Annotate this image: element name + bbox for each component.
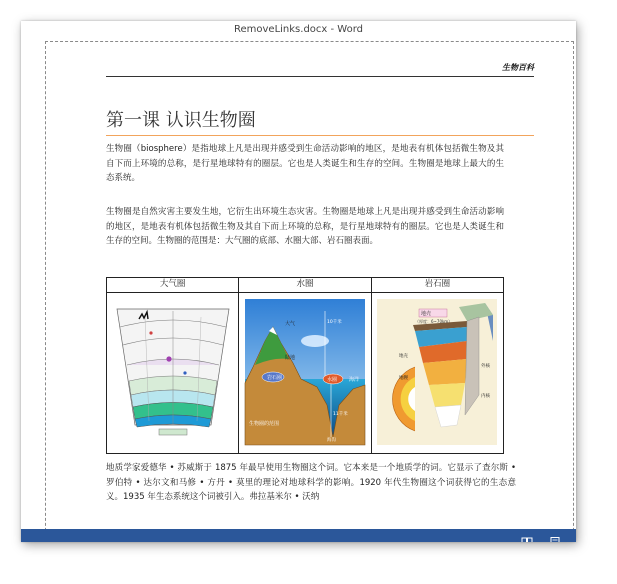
litho-label-subtitle: （厚度：6~70km） [415,319,453,324]
litho-label-title: 地壳 [421,311,432,317]
table-header-atmosphere: 大气圈 [107,278,239,293]
atmosphere-diagram [111,297,235,447]
hydro-label-rock: 岩石圈 [266,375,282,381]
hydro-label-land: 陆地 [284,355,295,361]
lesson-title: 第一课 认识生物圈 [106,110,534,136]
hydrosphere-image-cell [239,293,371,454]
litho-label-inner-core: 内核 [481,394,491,399]
atmosphere-image-cell [107,293,239,454]
paragraph-1: 生物圈（biosphere）是指地球上凡是出现并感受到生命活动影响的地区，是地表有机体包括微生物及其自下而上环境的总称，是行星地球特有的圈层。它也是人类诞生和生存的空间。生物圈是地球上最大的生态系统。 [106,144,504,183]
paragraph-3: 地质学家爱德华 • 苏威斯于 1875 年最早使用生物圈这个词。它本来是一个地质学的词。它显示了查尔斯 • 罗伯特 • 达尔文和马修 • 方丹 • 莫里的理论对地球科学的影响。1920 年代生物圈这个词获得它的生态意义。1935 年生态系统这个词被引入。弗拉基米尔 • 沃纳 [106,463,516,502]
litho-label-outer-core: 外核 [481,364,491,369]
print-layout-button[interactable] [549,531,561,540]
table-header-lithosphere: 岩石圈 [371,278,503,293]
running-header: 生物百科 [106,62,534,77]
read-mode-button[interactable] [521,531,533,540]
lithosphere-image-cell [371,293,503,454]
word-window [21,21,576,542]
status-bar [21,529,576,542]
lithosphere-diagram [375,297,499,447]
hydro-label-water: 水圈 [326,377,337,383]
print-layout-icon [549,537,561,542]
hydro-label-bottom: 海沟 [326,438,336,443]
hydrosphere-diagram [243,297,367,447]
document-area[interactable] [21,39,576,529]
hydro-label-height: 10千米 [326,320,342,325]
litho-label-mantle: 地幔 [399,376,409,381]
table-header-hydrosphere: 水圈 [239,278,371,293]
spheres-table [106,277,504,454]
hydro-caption: 生物圈的范围 [248,421,279,427]
document-page[interactable] [45,41,574,529]
hydro-label-ocean: 海洋 [348,377,359,383]
hydro-label-depth: 11千米 [332,412,348,417]
window-title: RemoveLinks.docx - Word [21,21,576,39]
hydro-label-atmosphere: 大气 [284,321,295,327]
read-mode-icon [521,537,533,542]
paragraph-2: 生物圈是自然灾害主要发生地，它衍生出环境生态灾害。生物圈是地球上凡是出现并感受到生命活动影响的地区，是地表有机体包括微生物及其自下而上环境的总称，是行星地球特有的圈层。它也是人类诞生和生存的空间。生物圈的范围是：大气圈的底部、水圈大部、岩石圈表面。 [106,207,504,246]
litho-label-crust: 地壳 [399,354,409,359]
